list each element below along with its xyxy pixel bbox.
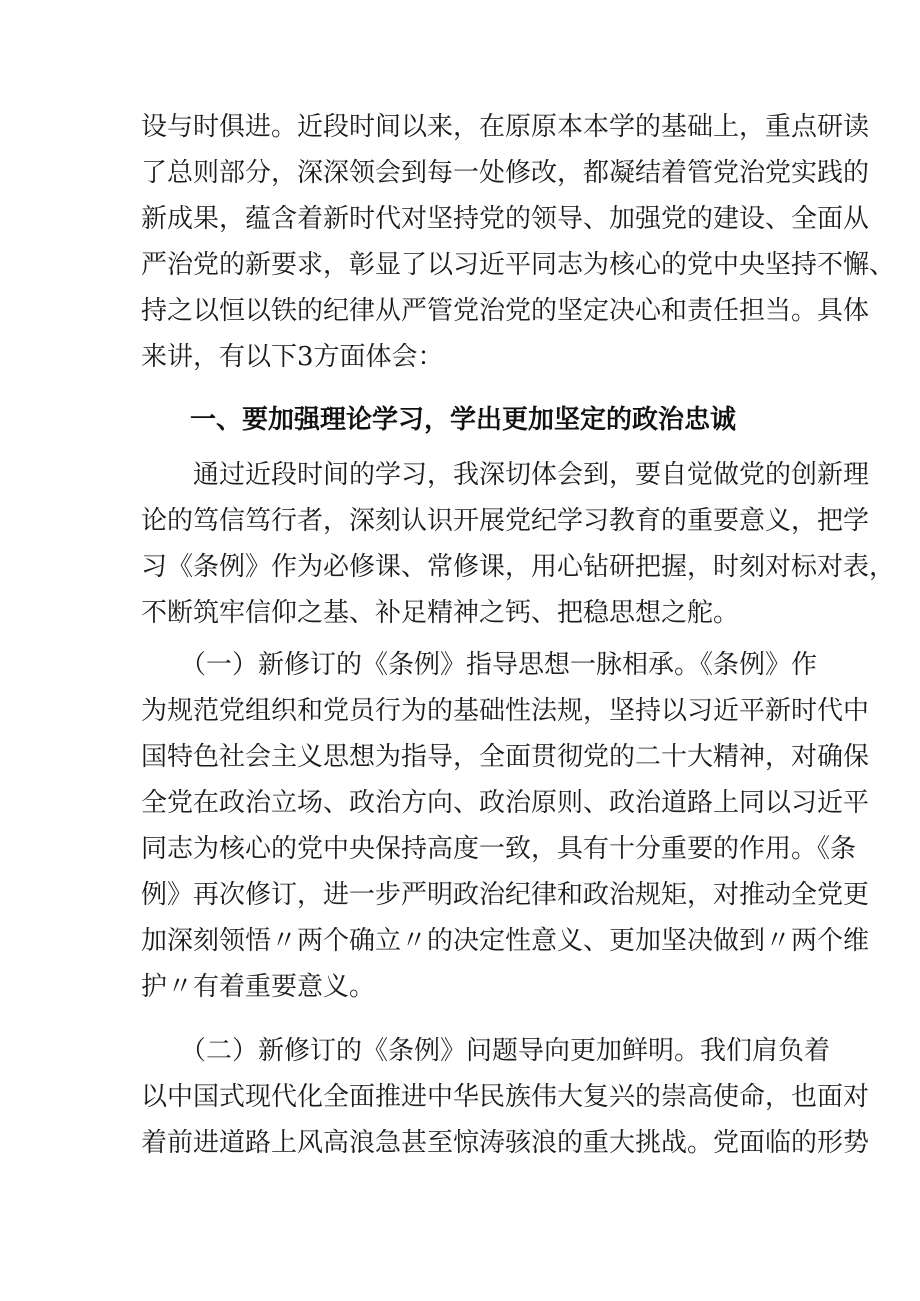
- sub1-line-6: 例》再次修订，进一步严明政治纪律和政治规矩，对推动全党更: [141, 880, 870, 910]
- sub1-line-1: （一）新修订的《条例》指导思想一脉相承。《条例》作: [141, 650, 818, 680]
- sub2-line-3: 着前进道路上风高浪急甚至惊涛骇浪的重大挑战。党面临的形势: [141, 1128, 870, 1158]
- intro-line-3: 新成果，蕴含着新时代对坚持党的领导、加强党的建设、全面从: [141, 204, 870, 234]
- intro-line-5: 持之以恒以铁的纪律从严管党治党的坚定决心和责任担当。具体: [141, 296, 870, 326]
- sub2-line-1: （二）新修订的《条例》问题导向更加鲜明。我们肩负着: [141, 1036, 831, 1066]
- sub1-line-7: 加深刻领悟〃两个确立〃的决定性意义、更加坚决做到〃两个维: [141, 926, 870, 956]
- section-para-line-4: 不断筑牢信仰之基、补足精神之钙、把稳思想之舵。: [141, 598, 740, 628]
- intro-line-6: 来讲，有以下3方面体会：: [141, 342, 444, 372]
- section-heading: 一、要加强理论学习，学出更加坚定的政治忠诚: [190, 405, 737, 435]
- section-para-line-1: 通过近段时间的学习，我深切体会到，要自觉做党的创新理: [141, 460, 870, 490]
- sub1-line-2: 为规范党组织和党员行为的基础性法规，坚持以习近平新时代中: [141, 696, 870, 726]
- intro-line-2: 了总则部分，深深领会到每一处修改，都凝结着管党治党实践的: [141, 158, 870, 188]
- sub1-line-8: 护〃有着重要意义。: [141, 972, 376, 1002]
- section-para-line-2: 论的笃信笃行者，深刻认识开展党纪学习教育的重要意义，把学: [141, 506, 870, 536]
- sub1-line-5: 同志为核心的党中央保持高度一致，具有十分重要的作用。《条: [141, 834, 857, 864]
- sub1-line-4: 全党在政治立场、政治方向、政治原则、政治道路上同以习近平: [141, 788, 870, 818]
- section-para-line-3: 习《条例》作为必修课、常修课，用心钻研把握，时刻对标对表，: [141, 552, 896, 582]
- sub2-line-2: 以中国式现代化全面推进中华民族伟大复兴的崇高使命，也面对: [141, 1082, 870, 1112]
- intro-line-1: 设与时俱进。近段时间以来，在原原本本学的基础上，重点研读: [141, 112, 870, 142]
- sub1-line-3: 国特色社会主义思想为指导，全面贯彻党的二十大精神，对确保: [141, 742, 870, 772]
- intro-line-4: 严治党的新要求，彰显了以习近平同志为核心的党中央坚持不懈、: [141, 250, 896, 280]
